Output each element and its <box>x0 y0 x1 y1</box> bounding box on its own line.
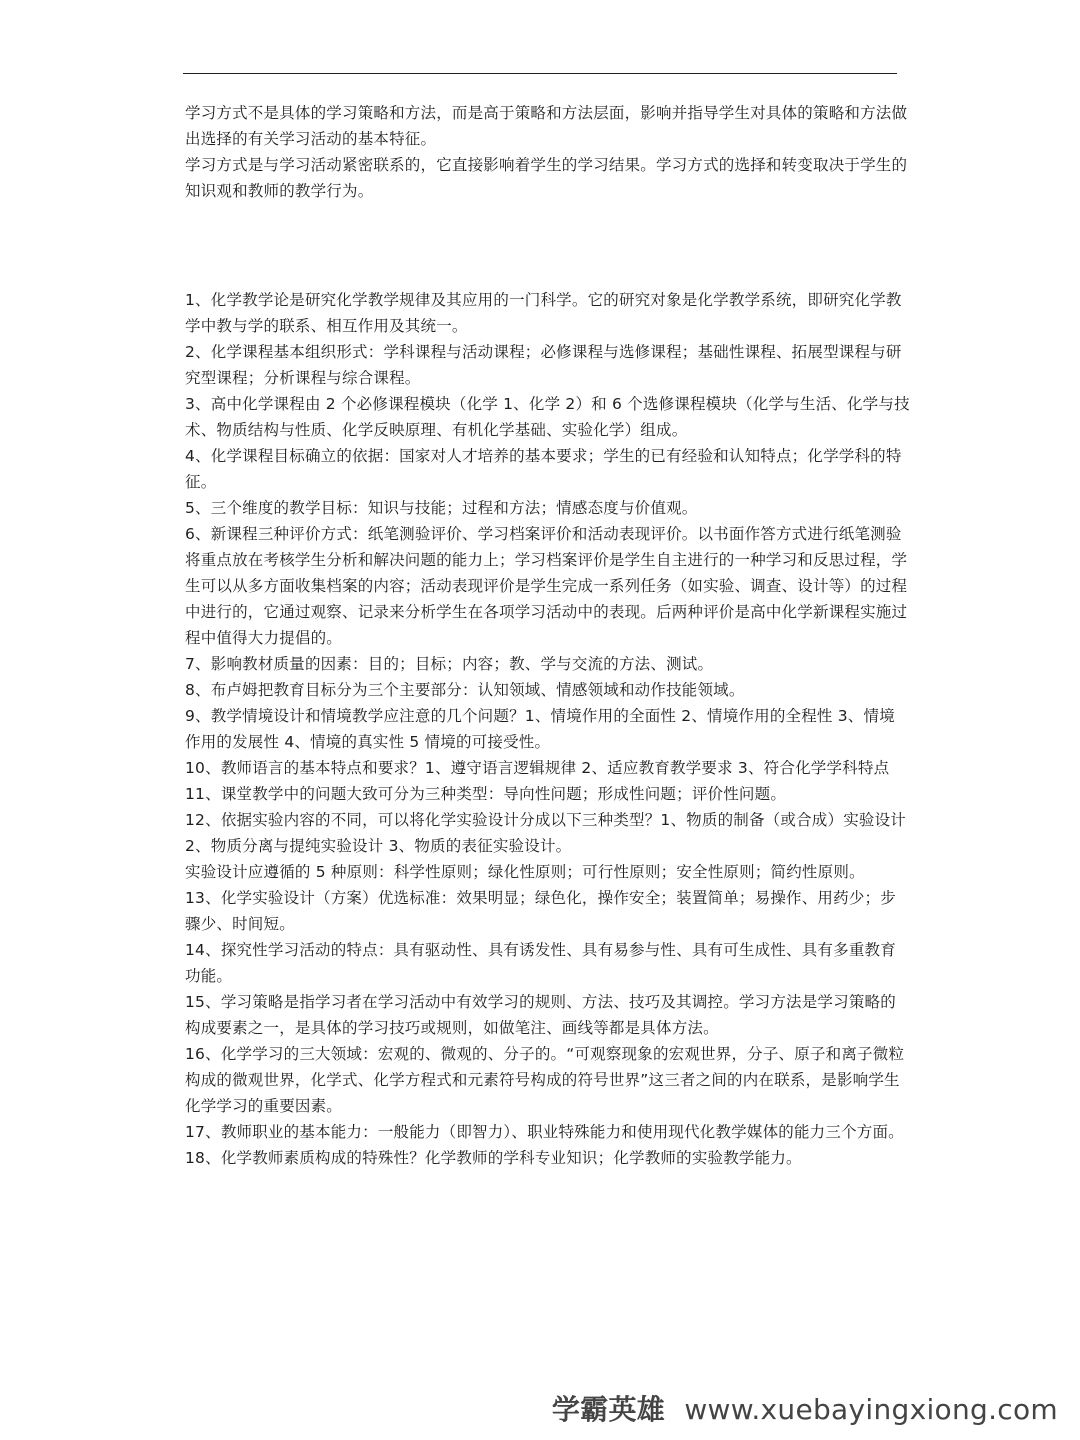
list-item: 7、影响教材质量的因素：目的；目标；内容；教、学与交流的方法、测试。 <box>185 655 714 673</box>
list-item: 3、高中化学课程由 2 个必修课程模块（化学 1、化学 2）和 6 个选修课程模块（化学与生活、化学与技术、物质结构与性质、化学反映原理、有机化学基础、实验化学）组成。 <box>185 395 910 439</box>
intro-section <box>185 100 910 204</box>
list-item: 15、学习策略是指学习者在学习活动中有效学习的规则、方法、技巧及其调控。学习方法是学习策略的构成要素之一，是具体的学习技巧或规则，如做笔注、画线等都是具体方法。 <box>185 993 896 1037</box>
list-item: 14、探究性学习活动的特点：具有驱动性、具有诱发性、具有易参与性、具有可生成性、具有多重教育功能。 <box>185 941 896 985</box>
intro-paragraph-1: 学习方式不是具体的学习策略和方法，而是高于策略和方法层面，影响并指导学生对具体的策略和方法做出选择的有关学习活动的基本特征。 <box>185 104 908 148</box>
list-item: 10、教师语言的基本特点和要求？1、遵守语言逻辑规律 2、适应教育教学要求 3、符合化学学科特点 <box>185 759 890 777</box>
list-item: 实验设计应遵循的 5 种原则：科学性原则；绿化性原则；可行性原则；安全性原则；简约性原则。 <box>185 863 865 881</box>
watermark-url: www.xuebayingxiong.com <box>684 1393 1058 1426</box>
list-item: 5、三个维度的教学目标：知识与技能；过程和方法；情感态度与价值观。 <box>185 499 698 517</box>
header-rule <box>183 73 897 74</box>
list-item: 18、化学教师素质构成的特殊性？化学教师的学科专业知识；化学教师的实验教学能力。 <box>185 1149 802 1167</box>
list-item: 4、化学课程目标确立的依据：国家对人才培养的基本要求；学生的已有经验和认知特点；化学学科的特征。 <box>185 447 902 491</box>
list-item: 13、化学实验设计（方案）优选标准：效果明显；绿色化，操作安全；装置简单；易操作、用药少；步骤少、时间短。 <box>185 889 896 933</box>
list-item: 16、化学学习的三大领域：宏观的、微观的、分子的。“可观察现象的宏观世界，分子、原子和离子微粒构成的微观世界，化学式、化学方程式和元素符号构成的符号世界”这三者之间的内在联系，是影响学生化学学习的重要因素。 <box>185 1045 905 1115</box>
intro-paragraph-2: 学习方式是与学习活动紧密联系的，它直接影响着学生的学习结果。学习方式的选择和转变取决于学生的知识观和教师的教学行为。 <box>185 156 908 200</box>
list-item: 17、教师职业的基本能力：一般能力（即智力）、职业特殊能力和使用现代化教学媒体的能力三个方面。 <box>185 1123 904 1141</box>
site-watermark <box>552 1392 1058 1428</box>
watermark-brand: 学霸英雄 <box>551 1393 666 1426</box>
list-item: 11、课堂教学中的问题大致可分为三种类型：导向性问题；形成性问题；评价性问题。 <box>185 785 787 803</box>
list-item: 1、化学教学论是研究化学教学规律及其应用的一门科学。它的研究对象是化学教学系统，即研究化学教学中教与学的联系、相互作用及其统一。 <box>185 291 902 335</box>
list-item: 2、化学课程基本组织形式：学科课程与活动课程；必修课程与选修课程；基础性课程、拓展型课程与研究型课程；分析课程与综合课程。 <box>185 343 902 387</box>
list-item: 9、教学情境设计和情境教学应注意的几个问题？1、情境作用的全面性 2、情境作用的全程性 3、情境作用的发展性 4、情境的真实性 5 情境的可接受性。 <box>185 707 895 751</box>
list-item: 8、布卢姆把教育目标分为三个主要部分：认知领域、情感领域和动作技能领域。 <box>185 681 745 699</box>
numbered-list <box>185 287 910 1171</box>
list-item: 12、依据实验内容的不同，可以将化学实验设计分成以下三种类型？1、物质的制备（或合成）实验设计 2、物质分离与提纯实验设计 3、物质的表征实验设计。 <box>185 811 906 855</box>
list-item: 6、新课程三种评价方式：纸笔测验评价、学习档案评价和活动表现评价。以书面作答方式进行纸笔测验将重点放在考核学生分析和解决问题的能力上；学习档案评价是学生自主进行的一种学习和反思过程，学生可以从多方面收集档案的内容；活动表现评价是学生完成一系列任务（如实验、调查、设计等）的过程中进行的，它通过观察、记录来分析学生在各项学习活动中的表现。后两种评价是高中化学新课程实施过程中值得大力提倡的。 <box>185 525 908 647</box>
